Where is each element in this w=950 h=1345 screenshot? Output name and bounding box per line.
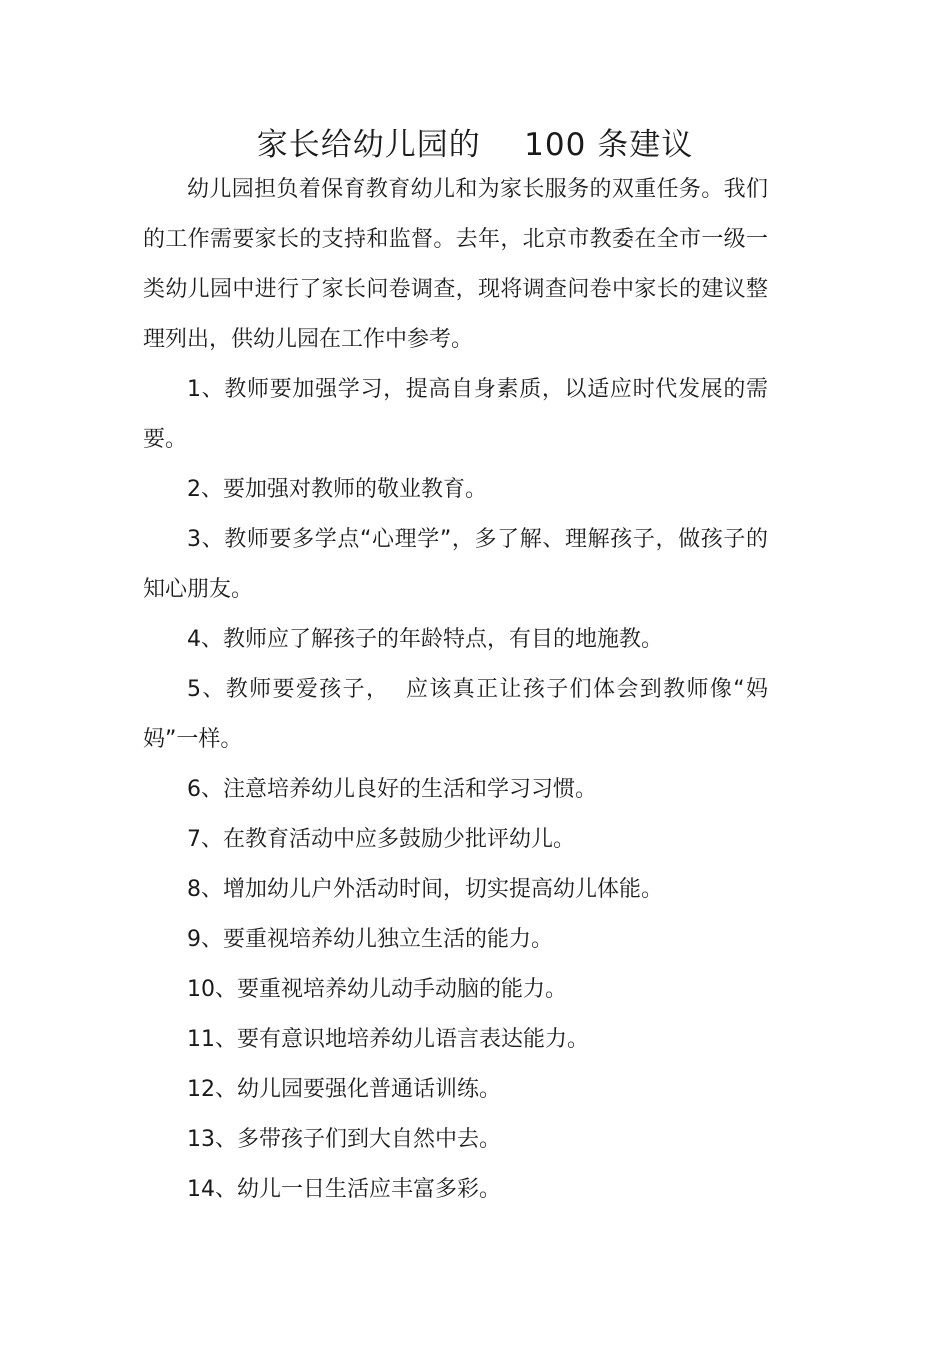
suggestion-item: 11、要有意识地培养幼儿语言表达能力。 — [187, 1027, 589, 1052]
suggestion-item: 9、要重视培养幼儿独立生活的能力。 — [187, 927, 553, 952]
suggestion-item: 7、在教育活动中应多鼓励少批评幼儿。 — [187, 827, 575, 852]
suggestion-item: 10、要重视培养幼儿动手动脑的能力。 — [187, 977, 567, 1002]
suggestion-item: 6、注意培养幼儿良好的生活和学习习惯。 — [187, 777, 597, 802]
suggestion-item: 4、教师应了解孩子的年龄特点，有目的地施教。 — [187, 627, 663, 652]
document-title: 家长给幼儿园的 100 条建议 — [256, 127, 694, 163]
suggestion-item: 12、幼儿园要强化普通话训练。 — [187, 1077, 501, 1102]
suggestion-item: 13、多带孩子们到大自然中去。 — [187, 1127, 501, 1152]
suggestion-item: 2、要加强对教师的敬业教育。 — [187, 477, 487, 502]
suggestion-item: 5、教师要爱孩子， 应该真正让孩子们体会到教师像“妈妈”一样。 — [143, 677, 768, 752]
intro-paragraph: 幼儿园担负着保育教育幼儿和为家长服务的双重任务。我们的工作需要家长的支持和监督。去年，北京市教委在全市一级一类幼儿园中进行了家长问卷调查，现将调查问卷中家长的建议整理列出，供幼儿园在工作中参考。 — [143, 177, 768, 352]
suggestion-item: 1、教师要加强学习，提高自身素质，以适应时代发展的需要。 — [143, 377, 768, 452]
document-body — [143, 165, 768, 1215]
suggestion-item: 3、教师要多学点“心理学”，多了解、理解孩子，做孩子的知心朋友。 — [143, 527, 768, 602]
suggestion-item: 8、增加幼儿户外活动时间，切实提高幼儿体能。 — [187, 877, 663, 902]
suggestion-item: 14、幼儿一日生活应丰富多彩。 — [187, 1177, 501, 1202]
